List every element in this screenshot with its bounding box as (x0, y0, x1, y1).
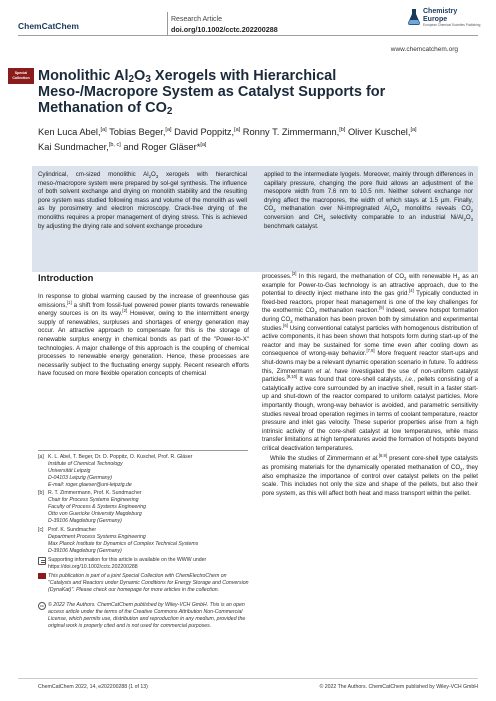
body-paragraph-2: While the studies of Zimmermann et al.[8,9] present core-shell type catalysts as promising materials for the dynamically operated methanation of $CO_2$, they also emphasize the importance of control over catalyst pellets on the pellet scale. This includes not only the size and shape of the pellets, but also their pore system, as this will affect both heat and mass transport within the pellet. (262, 453, 479, 497)
affiliation-rule (38, 450, 248, 451)
body-paragraph-1: processes.[3] In this regard, the methanation of $CO_2$ with renewable $H_2$ as an example for Power-to-Gas technology is an attractive approach, due to the potential to directly inject methane into the gas grid.[4] Typically conducted in fixed-bed reactors, proper heat management is one of the key challenges for the exothermic $CO_2$ methanation reaction.[5] Indeed, severe hotspot formation during $CO_2$ methanation has been proven both by simulation and experimental studies.[6] Using conventional catalyst particles with homogenous distribution of active components, it has been shown that hotspots form during start-up of the reactor and may be sustained for some time even after cooling down as consequence of wrong-way behavior.[7,8] More frequent reactor start-ups and shut-downs may be a relevant dynamic operation scenario in future. To address this, Zimmermann et al. have investigated the use of non-uniform catalyst particles.[9,10] It was found that core-shell catalysts, i.e., pellets consisting of a catalytically active core surrounded by an inactive shell, result in a faster start-up and shut-down of the reactor compared to uniform catalyst particles. More importantly though, wrong-way behavior is avoided, and parametric sensitivity studies reveal broad operation regimes in terms of coolant temperature, reactor pressure and inlet gas velocity. These superior properties arise from a high intrinsic activity of the core-shell catalyst at low temperatures, while mass transfer limitations at high temperatures avoid the formation of hotspots beyond critical deactivation temperatures. (262, 270, 479, 452)
chemistry-europe-logo (408, 8, 480, 32)
affiliation-b: [b] R. T. Zimmermann, Prof. K. Sundmacher Chair for Process Systems Engineering Faculty of Process & Systems Engineering Otto von Guericke University Magdeburg D-39106 Magdeburg (Germany) (38, 490, 147, 524)
logo-title-line1: Chemistry (423, 8, 458, 15)
affiliation-c: [c] Prof. K. Sundmacher Department Process Systems Engineering Max Planck Institute for Dynamics of Complex Technical Systems D-39106 Magdeburg (Germany) (38, 527, 199, 554)
article-title: Monolithic $Al_2O_3$ Xerogels with Hierarchical Meso-/Macropore System as Catalyst Supports for Methanation of $CO_2$ (38, 68, 386, 117)
journal-name: ChemCatChem (18, 21, 79, 31)
doi-link[interactable]: doi.org/10.1002/cctc.202200288 (171, 25, 278, 34)
collection-note: This publication is part of a joint Special Collection with ChemElectroChem on "Catalysts and Reactors under Dynamic Conditions for Energy Storage and Conversion (DynaKat)". Please check our homepage for more articles in the collection. (48, 573, 249, 593)
abstract-right-column: applied to the intermediate lyogels. Moreover, mainly through differences in capillary pressure, changing the pore fluid allows an adjustment of the mesopore width from 7.6 nm to 10.5 nm. Neither solvent exchange nor drying affect the macropores, the width of which stays at 1.5 µm. Finally, $CO_2$ methanation over Ni-impregnated $Al_2O_3$ monoliths reveals $CO_2$ conversion and $CH_4$ selectivity comparable to an industrial $Ni/Al_2O_3$ benchmark catalyst. (264, 171, 474, 230)
affiliation-a: [a] K. L. Abel, T. Beger, Dr. D. Poppitz, O. Kuschel, Prof. R. Gläser Institute of Chemical Technology Universität Leipzig D-04103 Leipzig (Germany) E-mail: roger.glaeser@uni-leipzig.de (38, 454, 193, 488)
journal-website[interactable]: www.chemcatchem.org (390, 46, 458, 53)
logo-subtitle: European Chemical Societies Publishing (423, 23, 481, 27)
footer-rule (18, 678, 478, 679)
special-collection-badge: Special Collection (8, 68, 34, 84)
author-list: Ken Luca Abel,[a] Tobias Beger,[a] David Poppitz,[a] Ronny T. Zimmermann,[b] Oliver Kuschel,[a] Kai Sundmacher,[b, c] and Roger Gläser*[a] (38, 127, 417, 153)
flask-icon (408, 9, 420, 25)
header-divider (167, 12, 168, 36)
footer-copyright: © 2022 The Authors. ChemCatChem published by Wiley-VCH GmbH (319, 684, 478, 690)
logo-title (423, 8, 457, 24)
footer-citation: ChemCatChem 2022, 14, e202200288 (1 of 13) (38, 684, 148, 690)
left-body-column (38, 293, 249, 379)
creative-commons-icon: cc (40, 603, 44, 608)
logo-title-line2: Europe (423, 16, 448, 23)
header-rule (18, 35, 478, 36)
abstract-left-column: Cylindrical, cm-sized monolithic $Al_2O_3$ xerogels with hierarchical meso-/macropore system were prepared by sol-gel synthesis. The influence of both solvent exchange and drying on monolith stability and the resulting pore system was studied following mass and volume of the monolith as well as by porosimetry and electron microscopy. Crack-free drying of the monoliths requires a proper management of drying stress. This is achieved by adjusting the drying rate and solvent exchange procedure (38, 171, 247, 230)
right-body-column (262, 270, 479, 498)
supporting-info-note: Supporting information for this article is available on the WWW under https://doi.org/10.1002/cctc.202200288 (48, 557, 207, 570)
section-heading-introduction: Introduction (38, 273, 94, 284)
article-type: Research Article (171, 16, 222, 23)
intro-paragraph: In response to global warming caused by the increase of greenhouse gas emissions,[1] a shift from fossil-fuel powered power plants towards renewable energy sources is on its way.[2] However, owing to the intermittent energy supply of renewables, surpluses and shortages of energy generation may occur. An attractive approach to compensate for this is the storage of renewable surplus energy in chemical bonds as part of the "Power-to-X" technologies. A major challenge of this approach is the coupling of chemical processes to renewable energy generation. Hence, these processes are necessarily subject to the fluctuating energy supply. Recent research efforts have focused on more flexible operation concepts of chemical (38, 293, 249, 378)
page-header (0, 0, 496, 40)
license-note: © 2022 The Authors. ChemCatChem published by Wiley-VCH GmbH. This is an open access article under the terms of the Creative Commons Attribution Non-Commercial License, which permits use, distribution and reproduction in any medium, provided the original work is properly cited and is not used for commercial purposes. (48, 602, 246, 629)
abstract-box (32, 166, 478, 272)
